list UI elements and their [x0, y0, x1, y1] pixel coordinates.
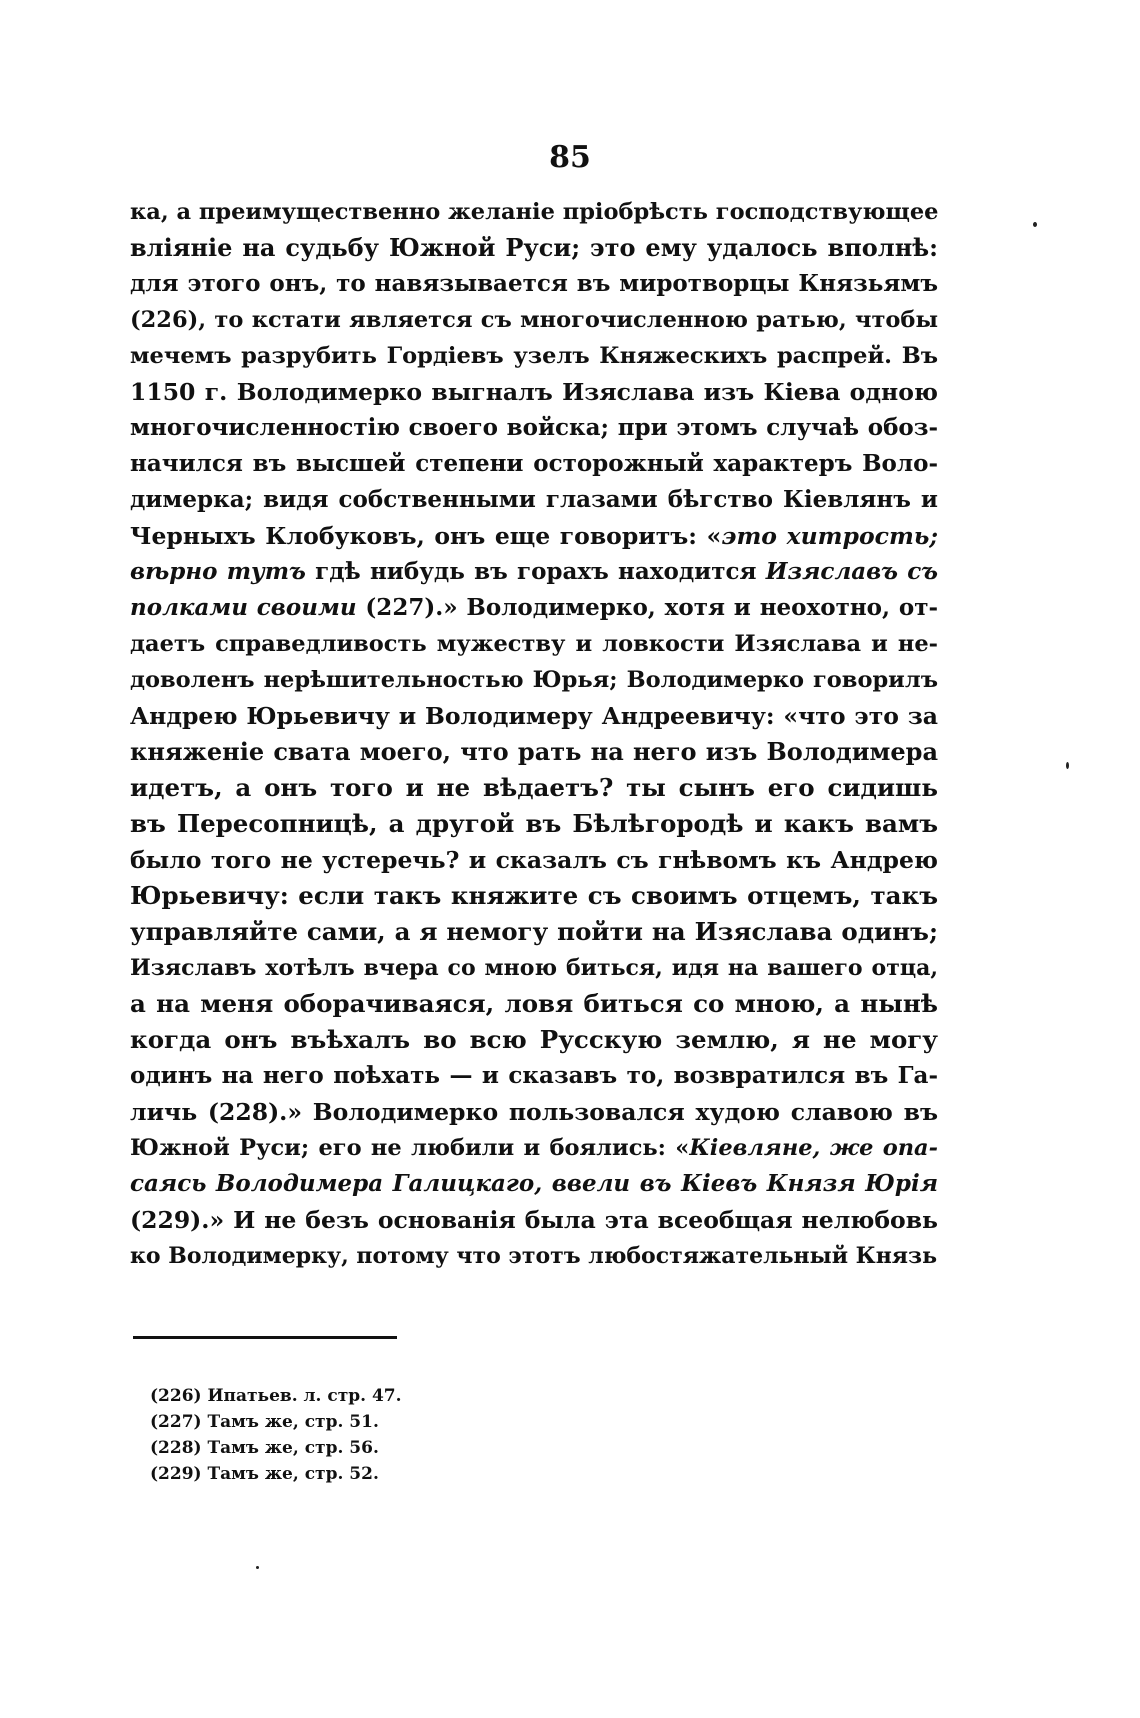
text-line: вліяніе на судьбу Южной Руси; это ему удалось вполнѣ: [130, 233, 938, 262]
footnote: (227) Тамъ же, стр. 51. [150, 1412, 379, 1432]
ink-speck [1066, 762, 1069, 769]
text-line: а на меня оборачиваяся, ловя биться со мною, а нынѣ [130, 989, 938, 1018]
body-text [130, 194, 938, 1274]
text-line: княженіе свата моего, что рать на него изъ Володимера [130, 737, 938, 766]
text-line: идетъ, а онъ того и не вѣдаетъ? ты сынъ его сидишь [130, 773, 938, 802]
ink-speck [1033, 222, 1037, 227]
text-line: Черныхъ Клобуковъ, онъ еще говоритъ: «это хитрость; [130, 522, 938, 550]
text-line: управляйте сами, а я немогу пойти на Изяслава одинъ; [130, 917, 938, 946]
footnotes [150, 1383, 402, 1487]
text-line: Изяславъ хотѣлъ вчера со мною биться, идя на вашего отца, [130, 955, 938, 981]
footnote: (229) Тамъ же, стр. 52. [150, 1464, 379, 1484]
text-line: въ Пересопницѣ, а другой въ Бѣлѣгородѣ и какъ вамъ [130, 809, 938, 838]
text-line: 1150 г. Володимерко выгналъ Изяслава изъ Кіева одною [130, 378, 938, 406]
text-line: мечемъ разрубить Гордіевъ узелъ Княжескихъ распрей. Въ [130, 343, 938, 369]
text-line: для этого онъ, то навязывается въ миротворцы Князьямъ [130, 270, 938, 297]
text-line: когда онъ въѣхалъ во всю Русскую землю, я не могу [130, 1025, 938, 1054]
text-line: Андрею Юрьевичу и Володимеру Андреевичу: «что это за [130, 702, 938, 730]
page-number: 85 [549, 140, 591, 175]
text-line: вѣрно тутъ гдѣ нибудь въ горахъ находится Изяславъ съ [130, 558, 938, 585]
text-line: (229).» И не безъ основанія была эта всеобщая нелюбовь [130, 1206, 938, 1234]
text-line: (226), то кстати является съ многочисленною ратью, чтобы [130, 307, 938, 333]
footnote: (226) Ипатьев. л. стр. 47. [150, 1386, 402, 1406]
text-line: ко Володимерку, потому что этотъ любостяжательный Князь [130, 1243, 938, 1269]
footnote-separator [133, 1336, 397, 1339]
footnote: (228) Тамъ же, стр. 56. [150, 1438, 379, 1458]
text-line: саясь Володимера Галицкаго, ввели въ Кіевъ Князя Юрія [130, 1170, 938, 1197]
text-line: димерка; видя собственными глазами бѣгство Кіевлянъ и [130, 486, 938, 513]
text-line: Юрьевичу: если такъ княжите съ своимъ отцемъ, такъ [130, 881, 938, 910]
text-line: даетъ справедливость мужеству и ловкости Изяслава и не- [130, 631, 938, 657]
text-line: многочисленностію своего войска; при этомъ случаѣ обоз- [130, 414, 938, 441]
text-line: было того не устеречь? и сказалъ съ гнѣвомъ къ Андрею [130, 846, 938, 874]
ink-speck [256, 1566, 259, 1569]
text-line: начился въ высшей степени осторожный характеръ Воло- [130, 450, 938, 477]
text-line: одинъ на него поѣхать — и сказавъ то, возвратился въ Га- [130, 1062, 938, 1089]
text-line: доволенъ нерѣшительностью Юрья; Володимерко говорилъ [130, 667, 938, 693]
text-line: ка, а преимущественно желаніе пріобрѣсть господствующее [130, 199, 938, 225]
text-line: Южной Руси; его не любили и боялись: «Кіевляне, же опа- [130, 1135, 938, 1161]
text-line: личь (228).» Володимерко пользовался худою славою въ [130, 1098, 938, 1126]
text-line: полками своими (227).» Володимерко, хотя и неохотно, от- [130, 594, 938, 621]
